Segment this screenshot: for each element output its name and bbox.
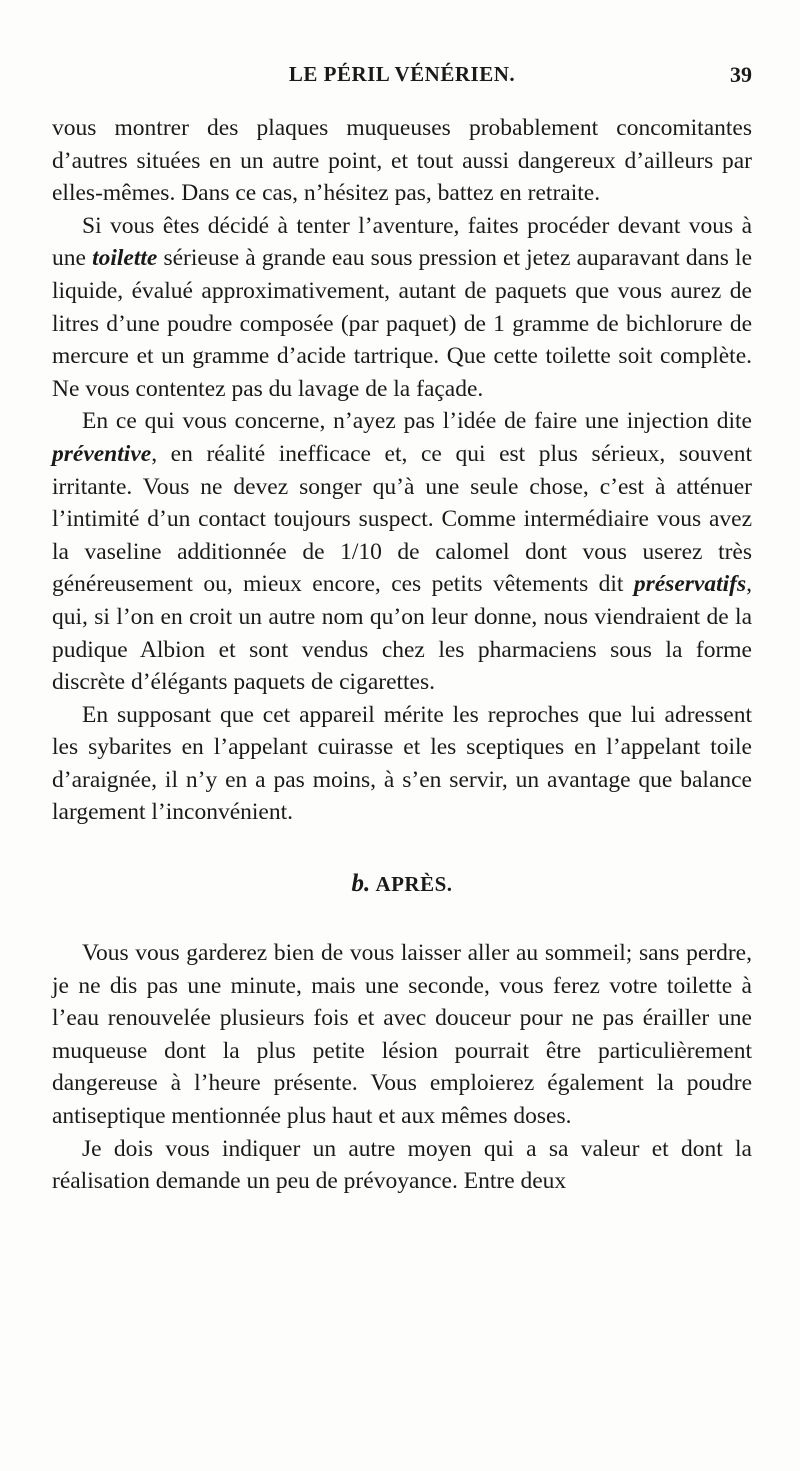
paragraph-3-text-c: , qui, si l’on en croit un autre nom qu’on leur donne, nous viendraient de la pudique Albion et sont vendus chez les pharmaciens sous la forme discrète d’élégants paquets de cigarettes. [52,571,752,696]
section-letter: b. [351,870,371,898]
page-header [52,62,752,92]
italic-term-toilette: toilette [92,245,158,272]
running-title: LE PÉRIL VÉNÉRIEN. [288,62,516,86]
paragraph-2-text-a: Si vous êtes décidé à tenter l’aventure, faites procéder devant vous à une [52,212,752,272]
paragraph-3-text-b: , en réalité inefficace et, ce qui est plus sérieux, souvent irritante. Vous ne devez songer qu’à une seule chose, c’est à atténuer l’intimité d’un contact toujours suspect. Comme intermédiaire vous avez la vaseline additionnée de 1/10 de calomel dont vous userez très généreusement ou, mieux encore, ces petits vêtements dit [52,440,752,598]
section-heading [52,871,752,897]
paragraph-1: vous montrer des plaques muqueuses probablement concomitantes d’autres situées en un autre point, et tout aussi dangereux d’ailleurs par elles-mêmes. Dans ce cas, n’hésitez pas, battez en retraite. [52,115,752,207]
section-title: APRÈS. [375,872,453,897]
paragraph-5: Vous vous garderez bien de vous laisser aller au sommeil; sans perdre, je ne dis pas une minute, mais une seconde, vous ferez votre toilette à l’eau renouvelée plusieurs fois et avec douceur pour ne pas érailler une muqueuse dont la plus petite lésion pourrait être particulièrement dangereuse à l’heure présente. Vous emploierez également la poudre antiseptique mentionnée plus haut et aux mêmes doses. [52,940,752,1130]
paragraph-4: En supposant que cet appareil mérite les reproches que lui adressent les sybarites en l’appelant cuirasse et les sceptiques en l’appelant toile d’araignée, il n’y en a pas moins, à s’en servir, un avantage que balance largement l’inconvénient. [52,701,752,826]
paragraph-2 [52,210,752,406]
paragraph-3-text-a: En ce qui vous concerne, n’ayez pas l’idée de faire une injection dite [82,408,752,435]
paragraph-6: Je dois vous indiquer un autre moyen qui a sa valeur et dont la réalisation demande un peu de prévoyance. Entre deux [52,1135,752,1195]
page-number: 39 [730,62,752,87]
paragraph-3 [52,405,752,698]
paragraph-2-text-b: sérieuse à grande eau sous pression et jetez auparavant dans le liquide, évalué approximativement, autant de paquets que vous aurez de litres d’une poudre composée (par paquet) de 1 gramme de bichlorure de mercure et un gramme d’acide tartrique. Que cette toilette soit complète. Ne vous contentez pas du lavage de la façade. [52,245,753,402]
italic-term-preservatifs: préservatifs [633,571,747,598]
italic-term-preventive: préventive [52,440,152,467]
body-text [52,112,752,1198]
